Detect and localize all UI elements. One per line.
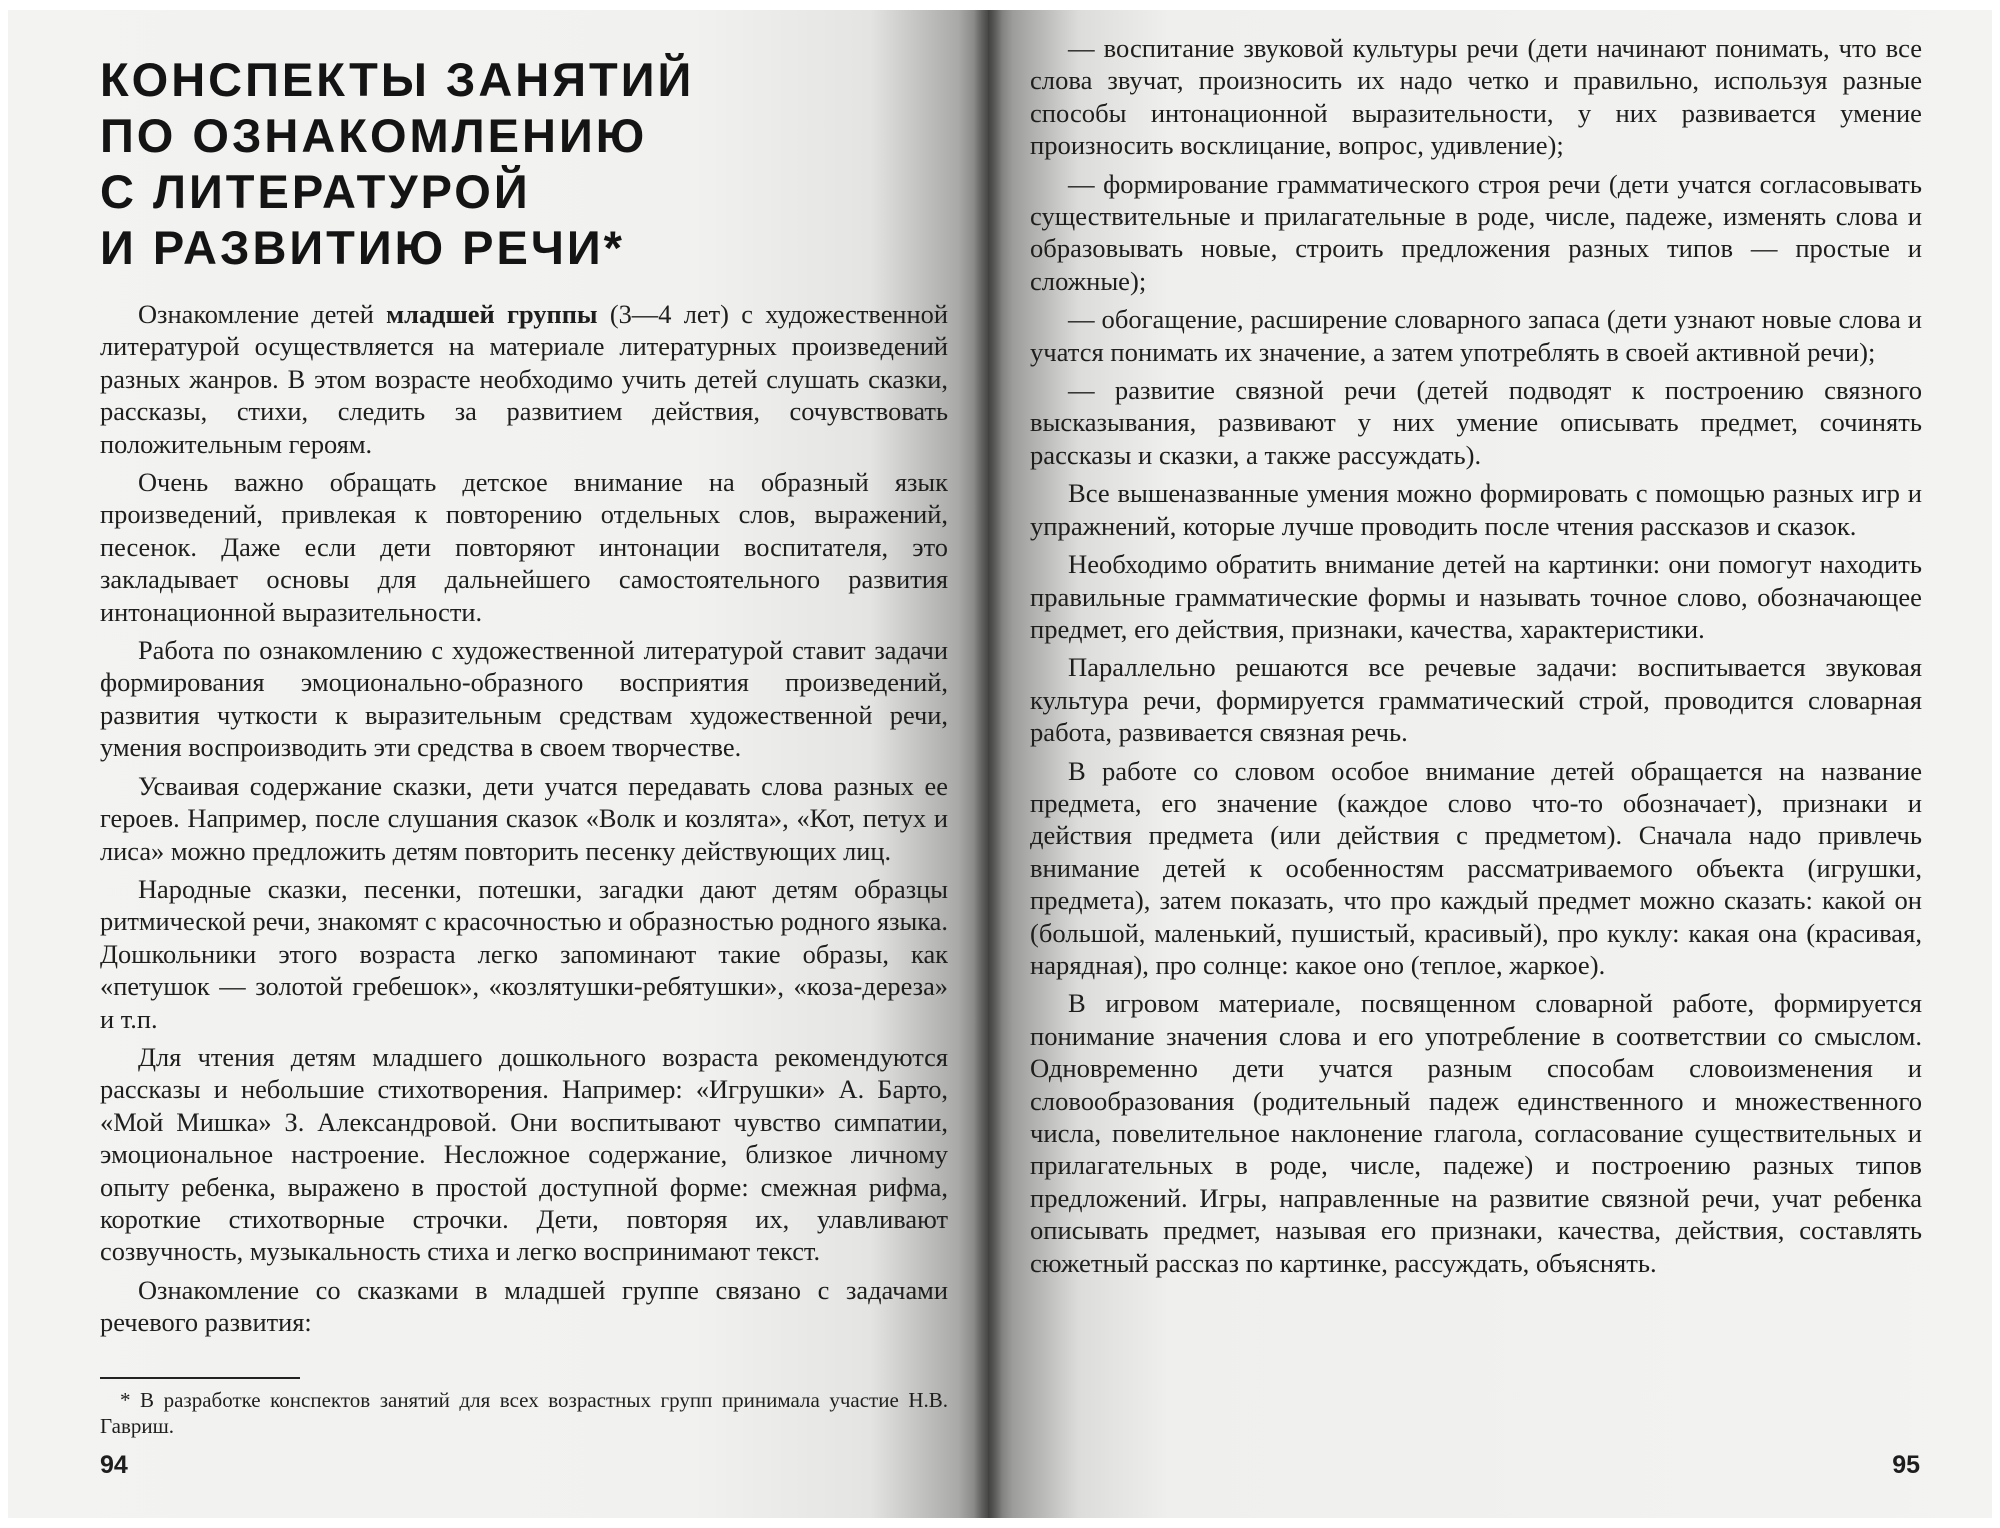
footnote: * В разработке конспектов занятий для всех возрастных групп принимала участие Н.В. Гавриш. bbox=[100, 1387, 948, 1438]
chapter-title-line: С ЛИТЕРАТУРОЙ bbox=[100, 165, 531, 218]
book-gutter bbox=[974, 10, 1002, 1518]
right-page bbox=[988, 10, 1992, 1518]
page-number-left: 94 bbox=[100, 1451, 128, 1479]
intro-bold-term: младшей группы bbox=[386, 299, 598, 329]
body-paragraph: — обогащение, расширение словарного запаса (дети узнают новые слова и учатся понимать их значение, а затем употреблять в своей активной речи); bbox=[1030, 304, 1922, 367]
chapter-title-line: ПО ОЗНАКОМЛЕНИЮ bbox=[100, 109, 648, 162]
intro-text-start: Ознакомление детей bbox=[138, 299, 387, 329]
body-paragraph: Работа по ознакомлению с художественной литературой ставит задачи формирования эмоционально-образного восприятия произведений, развития чуткости к выразительным средствам художественной речи, умения воспроизводить эти средства в своем творчестве. bbox=[100, 635, 948, 763]
book-spread bbox=[8, 10, 1992, 1518]
intro-paragraph bbox=[100, 298, 948, 460]
body-paragraph: — формирование грамматического строя речи (дети учатся согласовывать существительные и прилагательные в роде, числе, падеже, изменять слова и образовывать новые, строить предложения разных типов — простые и сложные); bbox=[1030, 168, 1922, 296]
chapter-title-line: И РАЗВИТИЮ РЕЧИ* bbox=[100, 221, 625, 274]
intro-text-end: (3—4 лет) с художественной литературой осуществляется на материале литературных произведений разных жанров. В этом возрасте необходимо учить детей слушать сказки, рассказы, стихи, следить за развитием действия, сочувствовать положительным героям. bbox=[100, 299, 948, 459]
footnote-divider bbox=[100, 1377, 300, 1379]
page-number-right: 95 bbox=[1892, 1451, 1920, 1479]
body-paragraph: Ознакомление со сказками в младшей группе связано с задачами речевого развития: bbox=[100, 1274, 948, 1338]
body-paragraph: Очень важно обращать детское внимание на образный язык произведений, привлекая к повторению отдельных слов, выражений, песенок. Даже если дети повторяют интонации воспитателя, это закладывает основы для дальнейшего самостоятельного развития интонационной выразительности. bbox=[100, 467, 948, 627]
body-paragraph: Народные сказки, песенки, потешки, загадки дают детям образцы ритмической речи, знакомят с красочностью и образностью родного языка. Дошкольники этого возраста легко запоминают такие образы, как «петушок — золотой гребешок», «козлятушки-ребятушки», «коза-дереза» и т.п. bbox=[100, 873, 948, 1034]
body-paragraph: — воспитание звуковой культуры речи (дети начинают понимать, что все слова звучат, произносить их надо четко и правильно, используя разные способы интонационной выразительности, у них развивается умение произносить восклицание, вопрос, удивление); bbox=[1030, 33, 1922, 161]
body-paragraph: В игровом материале, посвященном словарной работе, формируется понимание значения слова и его употребление в соответствии со смыслом. Одновременно дети учатся разным способам словоизменения и словообразования (родительный падеж единственного и множественного числа, повелительное наклонение глагола, согласование существительных и прилагательных в роде, числе, падеже) и построению разных типов предложений. Игры, направленные на развитие связной речи, учат ребенка описывать предмет, называя его признаки, качества, действия, составлять сюжетный рассказ по картинке, рассуждать, объяснять. bbox=[1030, 988, 1922, 1278]
chapter-title-line: КОНСПЕКТЫ ЗАНЯТИЙ bbox=[100, 53, 695, 106]
body-paragraph: Для чтения детям младшего дошкольного возраста рекомендуются рассказы и небольшие стихотворения. Например: «Игрушки» А. Барто, «Мой Мишка» З. Александровой. Они воспитывают чувство симпатии, эмоциональное настроение. Несложное содержание, близкое личному опыту ребенка, выражено в простой доступной форме: смежная рифма, короткие стихотворные строчки. Дети, повторяя их, улавливают созвучность, музыкальность стиха и легко воспринимают текст. bbox=[100, 1041, 948, 1267]
body-paragraph: Необходимо обратить внимание детей на картинки: они помогут находить правильные грамматические формы и называть точное слово, обозначающее предмет, его действия, признаки, качества, характеристики. bbox=[1030, 549, 1922, 644]
chapter-title bbox=[100, 52, 948, 276]
left-page bbox=[8, 10, 988, 1518]
body-paragraph: Усваивая содержание сказки, дети учатся передавать слова разных ее героев. Например, после слушания сказок «Волк и козлята», «Кот, петух и лиса» можно предложить детям повторить песенку действующих лиц. bbox=[100, 770, 948, 866]
body-paragraph: В работе со словом особое внимание детей обращается на название предмета, его значение (каждое слово что-то обозначает), признаки и действия предмета (или действия с предметом). Сначала надо привлечь внимание детей к особенностям рассматриваемого объекта (игрушки, предмета), затем показать, что про каждый предмет можно сказать: какой он (большой, маленький, пушистый, красивый), про куклу: какая она (красивая, нарядная), про солнце: какое оно (теплое, жаркое). bbox=[1030, 755, 1922, 980]
body-paragraph: — развитие связной речи (детей подводят к построению связного высказывания, развивают у них умение описывать предмет, сочинять рассказы и сказки, а также рассуждать). bbox=[1030, 375, 1922, 470]
body-paragraph: Параллельно решаются все речевые задачи: воспитывается звуковая культура речи, формируется грамматический строй, проводится словарная работа, развивается связная речь. bbox=[1030, 652, 1922, 748]
body-paragraph: Все вышеназванные умения можно формировать с помощью разных игр и упражнений, которые лучше проводить после чтения рассказов и сказок. bbox=[1030, 478, 1922, 541]
